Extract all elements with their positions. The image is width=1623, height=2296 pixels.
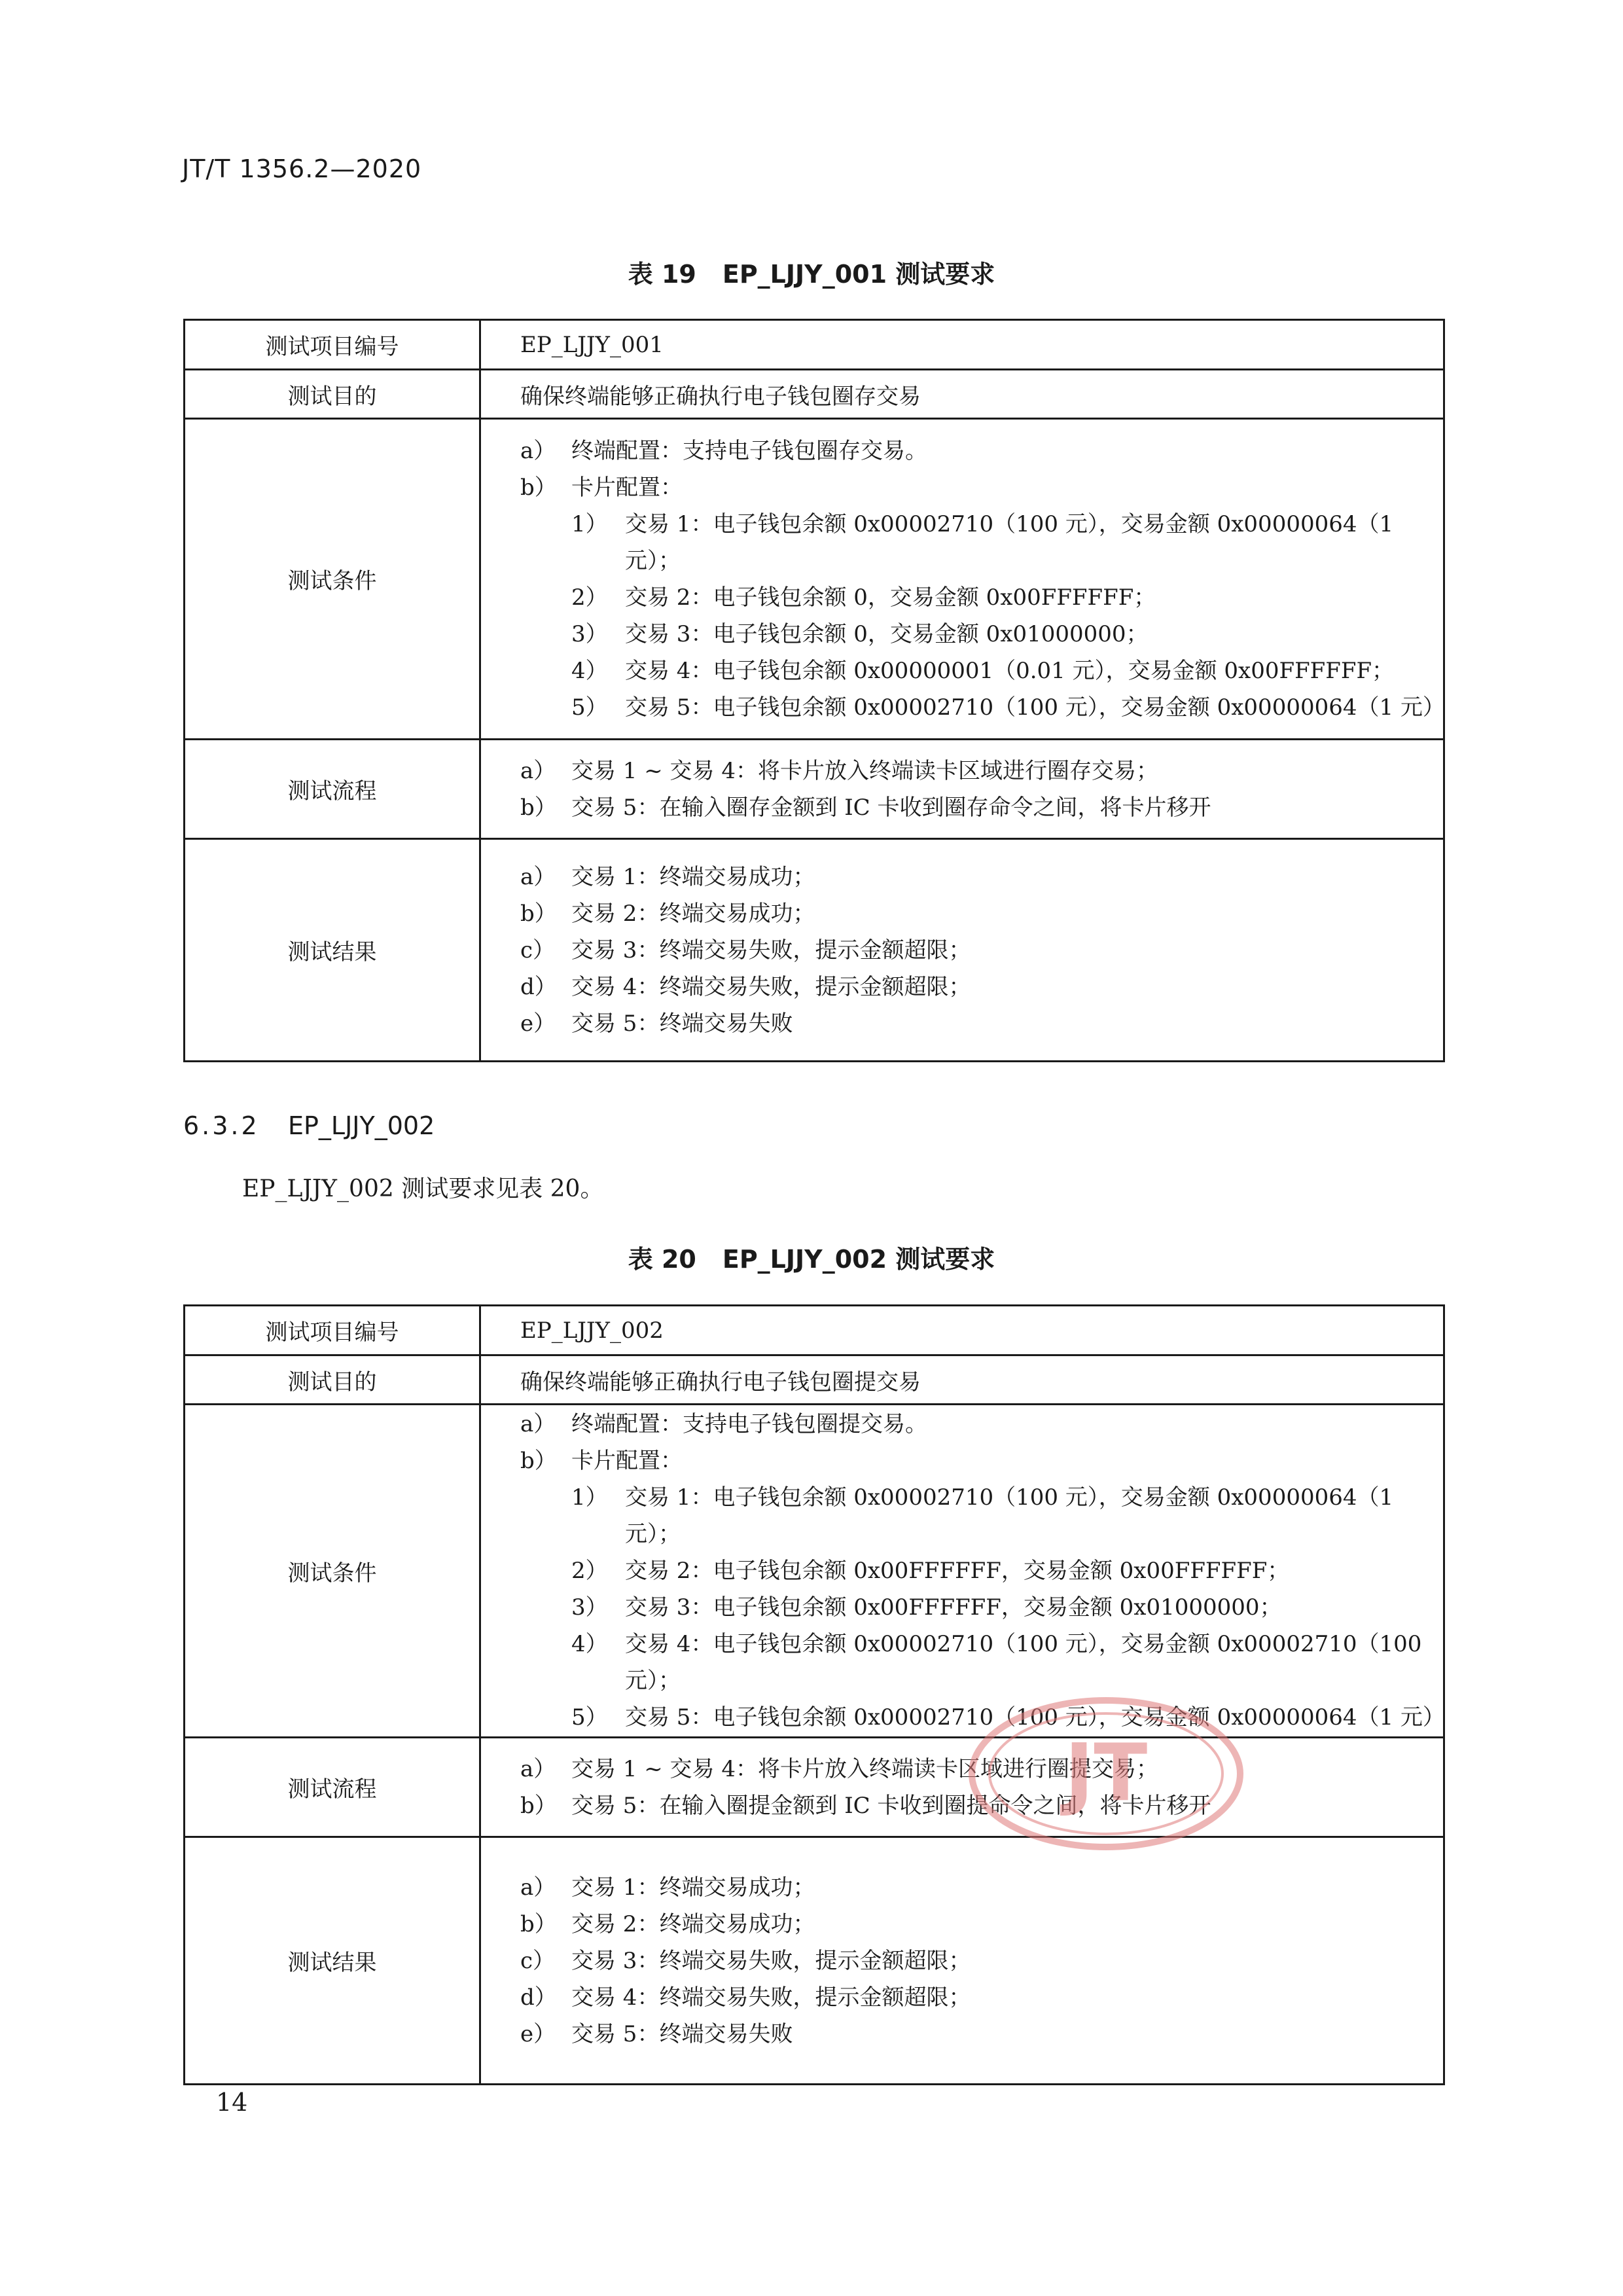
list-item: [520, 753, 1442, 789]
list-item: [520, 653, 1442, 689]
conditions-cell: [480, 1405, 1444, 1738]
item-marker: d）: [520, 1984, 557, 2011]
row-label: 测试流程: [185, 740, 480, 839]
list-item: [520, 1589, 1442, 1626]
list-item: [520, 1005, 1442, 1042]
row-label: 测试项目编号: [185, 320, 480, 370]
item-marker: b）: [520, 1792, 557, 1819]
item-text: 交易 5：在输入圈提金额到 IC 卡收到圈提命令之间，将卡片移开: [571, 1792, 1211, 1819]
item-text: 交易 2：电子钱包余额 0x00FFFFFF，交易金额 0x00FFFFFF；: [625, 1558, 1290, 1584]
item-marker: 5）: [571, 694, 608, 721]
item-marker: 3）: [571, 620, 608, 647]
list-item: [520, 689, 1445, 726]
row-value: EP_LJJY_001: [480, 320, 1444, 370]
section-number: 6.3.2: [183, 1111, 260, 1140]
table-row: [185, 1405, 1444, 1738]
item-text: 交易 4：终端交易失败，提示金额超限；: [571, 973, 971, 1000]
item-marker: d）: [520, 973, 557, 1000]
item-marker: a）: [520, 1755, 556, 1782]
item-text: 交易 4：终端交易失败，提示金额超限；: [571, 1984, 971, 2011]
section-title: EP_LJJY_002: [288, 1111, 435, 1140]
list-item: [520, 1906, 1442, 1943]
table-row: [185, 320, 1444, 370]
table-row: [185, 740, 1444, 839]
row-label: 测试结果: [185, 1837, 480, 2085]
item-marker: a）: [520, 437, 556, 464]
item-text: 卡片配置：: [571, 1448, 683, 1474]
item-text: 交易 1：电子钱包余额 0x00002710（100 元），交易金额 0x00000064（1 元）；: [625, 1484, 1394, 1547]
item-marker: 1）: [571, 1484, 608, 1511]
table19-caption-title: EP_LJJY_001 测试要求: [722, 260, 995, 289]
list-item: [520, 1552, 1442, 1589]
list-item: [520, 579, 1442, 616]
list-item: [520, 1443, 1442, 1479]
table-row: [185, 370, 1444, 419]
row-label: 测试流程: [185, 1738, 480, 1837]
item-marker: c）: [520, 937, 556, 963]
item-marker: 3）: [571, 1594, 608, 1621]
item-marker: 4）: [571, 657, 608, 684]
table20-caption-number: 表 20: [628, 1245, 696, 1274]
row-label: 测试目的: [185, 1355, 480, 1405]
item-marker: 4）: [571, 1631, 608, 1657]
item-text: 交易 2：终端交易成功；: [571, 1910, 815, 1937]
table-row: [185, 1837, 1444, 2085]
table-row: [185, 1306, 1444, 1355]
table-row: [185, 419, 1444, 740]
item-marker: b）: [520, 1448, 557, 1474]
item-marker: a）: [520, 863, 556, 890]
list-item: [520, 969, 1442, 1005]
list-item: [520, 469, 1442, 506]
item-text: 交易 1：终端交易成功；: [571, 863, 815, 890]
item-marker: b）: [520, 474, 557, 501]
table19: [183, 319, 1445, 1062]
item-text: 交易 3：电子钱包余额 0x00FFFFFF，交易金额 0x01000000；: [625, 1594, 1282, 1621]
row-label: 测试项目编号: [185, 1306, 480, 1355]
item-marker: b）: [520, 794, 557, 821]
item-marker: e）: [520, 2020, 556, 2047]
table19-caption: [0, 254, 1623, 290]
item-text: 终端配置：支持电子钱包圈存交易。: [571, 437, 927, 464]
item-marker: e）: [520, 1010, 556, 1037]
list-item: [520, 433, 1442, 469]
item-text: 交易 2：终端交易成功；: [571, 900, 815, 927]
stamp-text: JT: [1064, 1728, 1148, 1819]
list-item: [520, 506, 1442, 579]
list-item: [520, 1406, 1442, 1443]
item-text: 终端配置：支持电子钱包圈提交易。: [571, 1411, 927, 1437]
result-cell: [480, 1837, 1444, 2085]
list-item: [520, 859, 1442, 895]
list-item: [520, 789, 1442, 826]
item-text: 交易 1：电子钱包余额 0x00002710（100 元），交易金额 0x00000064（1 元）；: [625, 511, 1394, 574]
item-text: 交易 5：电子钱包余额 0x00002710（100 元），交易金额 0x00000064（1 元）: [625, 694, 1445, 721]
item-marker: a）: [520, 1874, 556, 1901]
row-value: EP_LJJY_002: [480, 1306, 1444, 1355]
item-marker: a）: [520, 1411, 556, 1437]
item-text: 交易 5：在输入圈存金额到 IC 卡收到圈存命令之间，将卡片移开: [571, 794, 1211, 821]
list-item: [520, 1979, 1442, 2016]
item-marker: b）: [520, 900, 557, 927]
section-paragraph: EP_LJJY_002 测试要求见表 20。: [242, 1175, 604, 1202]
item-text: 交易 5：电子钱包余额 0x00002710（100 元），交易金额 0x00000064（1 元）: [625, 1704, 1445, 1731]
row-label: 测试目的: [185, 370, 480, 419]
list-item: [520, 616, 1442, 653]
item-text: 交易 1：终端交易成功；: [571, 1874, 815, 1901]
item-text: 交易 5：终端交易失败: [571, 2020, 793, 2047]
table20-caption-title: EP_LJJY_002 测试要求: [722, 1245, 995, 1274]
table19-caption-number: 表 19: [628, 260, 696, 289]
item-text: 交易 4：电子钱包余额 0x00002710（100 元），交易金额 0x00002710（100 元）；: [625, 1631, 1422, 1694]
list-item: [520, 1869, 1442, 1906]
item-marker: a）: [520, 757, 556, 784]
list-item: [520, 932, 1442, 969]
item-text: 交易 3：终端交易失败，提示金额超限；: [571, 937, 971, 963]
item-text: 交易 2：电子钱包余额 0，交易金额 0x00FFFFFF；: [625, 584, 1156, 611]
item-marker: 2）: [571, 584, 608, 611]
item-marker: b）: [520, 1910, 557, 1937]
item-text: 卡片配置：: [571, 474, 683, 501]
row-value: 确保终端能够正确执行电子钱包圈存交易: [480, 370, 1444, 419]
item-marker: 5）: [571, 1704, 608, 1731]
item-text: 交易 1 ~ 交易 4：将卡片放入终端读卡区域进行圈存交易；: [571, 757, 1158, 784]
item-marker: c）: [520, 1947, 556, 1974]
table-row: [185, 1355, 1444, 1405]
item-marker: 1）: [571, 511, 608, 537]
table-row: [185, 839, 1444, 1062]
item-text: 交易 1 ~ 交易 4：将卡片放入终端读卡区域进行圈提交易；: [571, 1755, 1158, 1782]
section-heading: [183, 1111, 435, 1140]
item-marker: 2）: [571, 1558, 608, 1584]
list-item: [520, 1479, 1442, 1552]
page-number: 14: [216, 2088, 248, 2117]
item-text: 交易 5：终端交易失败: [571, 1010, 793, 1037]
row-label: 测试条件: [185, 1405, 480, 1738]
item-text: 交易 3：电子钱包余额 0，交易金额 0x01000000；: [625, 620, 1149, 647]
row-label: 测试结果: [185, 839, 480, 1062]
item-text: 交易 4：电子钱包余额 0x00000001（0.01 元），交易金额 0x00FFFFFF；: [625, 657, 1395, 684]
row-label: 测试条件: [185, 419, 480, 740]
row-value: 确保终端能够正确执行电子钱包圈提交易: [480, 1355, 1444, 1405]
item-text: 交易 3：终端交易失败，提示金额超限；: [571, 1947, 971, 1974]
jt-watermark-stamp-icon: [955, 1689, 1257, 1859]
standard-code: JT/T 1356.2—2020: [182, 154, 422, 183]
list-item: [520, 895, 1442, 932]
conditions-cell: [480, 419, 1444, 740]
table20-caption: [0, 1239, 1623, 1275]
list-item: [520, 2016, 1442, 2053]
list-item: [520, 1943, 1442, 1979]
result-cell: [480, 839, 1444, 1062]
process-cell: [480, 740, 1444, 839]
